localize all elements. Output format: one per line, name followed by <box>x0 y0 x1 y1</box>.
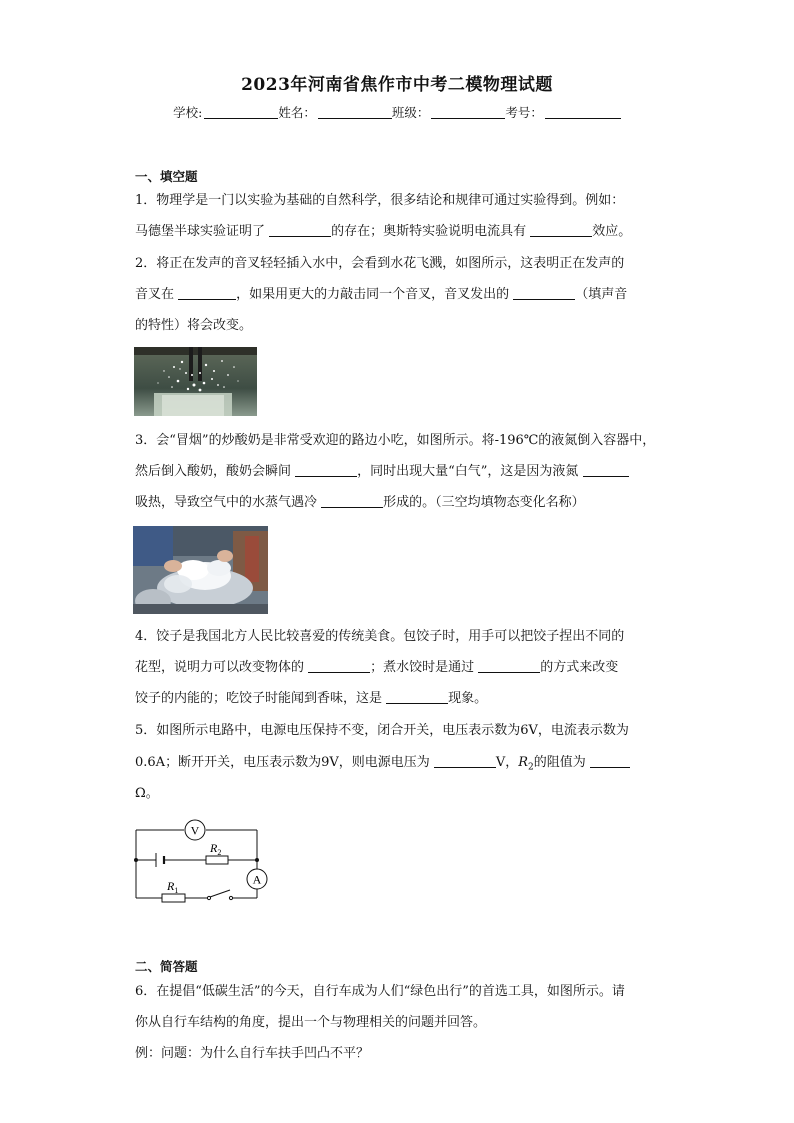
number-blank[interactable] <box>545 106 621 119</box>
q2-line3: 的特性）将会改变。 <box>135 318 253 333</box>
q5-line3: Ω。 <box>135 786 159 801</box>
school-blank[interactable] <box>204 106 278 119</box>
q3-text-a: 然后倒入酸奶，酸奶会瞬间 <box>135 464 296 479</box>
q3-text-d: 形成的。（三空均填物态变化名称） <box>383 495 585 510</box>
q4-text-c: 的方式来改变 <box>540 660 619 675</box>
voltmeter-symbol <box>185 820 205 840</box>
q1-line2 <box>135 224 631 240</box>
voltmeter-label: V <box>190 823 200 838</box>
q1-blank-1[interactable] <box>269 224 331 237</box>
q1-text-a: 马德堡半球实验证明了 <box>135 224 270 239</box>
q3-text-b: ，同时出现大量“白气”，这是因为液氮 <box>357 464 583 479</box>
section-heading-short-answer: 二、简答题 <box>135 959 198 974</box>
switch-symbol <box>207 890 232 900</box>
q5-text-c: 的阻值为 <box>533 755 590 770</box>
q4-text-a: 花型，说明力可以改变物体的 <box>135 660 309 675</box>
name-label: 姓名： <box>278 105 316 120</box>
q5-text-b: V， <box>495 755 519 770</box>
q3-blank-3[interactable] <box>321 495 383 508</box>
q3-blank-1[interactable] <box>295 464 357 477</box>
q5-text-a: 0.6A；断开开关，电压表示数为9V，则电源电压为 <box>135 755 434 770</box>
q3-text-c: 吸热，导致空气中的水蒸气遇冷 <box>135 495 322 510</box>
q4-text-b: ；煮水饺时是通过 <box>370 660 479 675</box>
q4-line1: 4．饺子是我国北方人民比较喜爱的传统美食。包饺子时，用手可以把饺子捏出不同的 <box>135 629 625 644</box>
q5-blank-1[interactable] <box>434 755 496 768</box>
q2-line2 <box>135 287 627 303</box>
page-title: 2023年河南省焦作市中考二模物理试题 <box>241 75 553 95</box>
q4-line3 <box>135 691 487 707</box>
q1-text-b: 的存在；奥斯特实验说明电流具有 <box>331 224 531 239</box>
q2-line1: 2．将正在发声的音叉轻轻插入水中，会看到水花飞溅，如图所示，这表明正在发声的 <box>135 256 625 271</box>
junction-dot-left <box>134 858 138 862</box>
fried-yogurt-photo <box>133 526 268 614</box>
q3-line3 <box>135 495 585 511</box>
q4-line2 <box>135 660 618 676</box>
q4-blank-3[interactable] <box>386 691 448 704</box>
q1-line1: 1．物理学是一门以实验为基础的自然科学，很多结论和规律可通过实验得到。例如： <box>135 193 625 208</box>
class-blank[interactable] <box>431 106 505 119</box>
resistor-r1 <box>162 879 185 902</box>
ammeter-label: A <box>252 872 262 887</box>
q5-r2-subscript: 2 <box>528 762 534 773</box>
resistor-r2 <box>206 841 228 864</box>
class-label: 班级： <box>391 105 430 120</box>
name-blank[interactable] <box>318 106 392 119</box>
q4-text-e: 现象。 <box>448 691 488 706</box>
tuning-fork-water-photo <box>134 347 257 416</box>
r1-label: $R_1$ <box>167 879 179 895</box>
q6-line2: 你从自行车结构的角度，提出一个与物理相关的问题并回答。 <box>135 1015 487 1030</box>
school-label: 学校: <box>173 105 203 120</box>
junction-dot-right <box>255 858 259 862</box>
circuit-diagram <box>133 818 273 908</box>
q1-blank-2[interactable] <box>530 224 592 237</box>
q4-blank-2[interactable] <box>478 660 540 673</box>
battery-symbol <box>156 853 164 867</box>
q2-text-a: 音叉在 <box>135 287 179 302</box>
student-info-line <box>0 103 794 121</box>
number-label: 考号： <box>505 105 543 120</box>
q5-r2-symbol: R <box>518 755 529 770</box>
q2-blank-1[interactable] <box>178 287 236 300</box>
q1-text-c: 效应。 <box>592 224 632 239</box>
q6-line1: 6．在提倡“低碳生活”的今天，自行车成为人们“绿色出行”的首选工具，如图所示。请 <box>135 984 625 999</box>
ammeter-symbol <box>247 869 267 889</box>
r2-label: $R_2$ <box>210 841 222 857</box>
q2-blank-2[interactable] <box>513 287 575 300</box>
q2-text-b: ，如果用更大的力敲击同一个音叉，音叉发出的 <box>236 287 514 302</box>
q4-blank-1[interactable] <box>308 660 370 673</box>
q5-blank-2[interactable] <box>590 755 630 768</box>
q3-line1: 3．会“冒烟”的炒酸奶是非常受欢迎的路边小吃，如图所示。将-196℃的液氮倒入容器中， <box>135 433 656 448</box>
q6-line3: 例：问题：为什么自行车扶手凹凸不平？ <box>135 1046 370 1061</box>
q3-blank-2[interactable] <box>583 464 629 477</box>
section-heading-fill-in: 一、填空题 <box>135 169 198 184</box>
q5-line2 <box>135 755 630 776</box>
q2-text-c: （填声音 <box>575 287 628 302</box>
q3-line2 <box>135 464 629 480</box>
q5-line1: 5．如图所示电路中，电源电压保持不变，闭合开关，电压表示数为6V，电流表示数为 <box>135 723 629 738</box>
q4-text-d: 饺子的内能的；吃饺子时能闻到香味，这是 <box>135 691 387 706</box>
